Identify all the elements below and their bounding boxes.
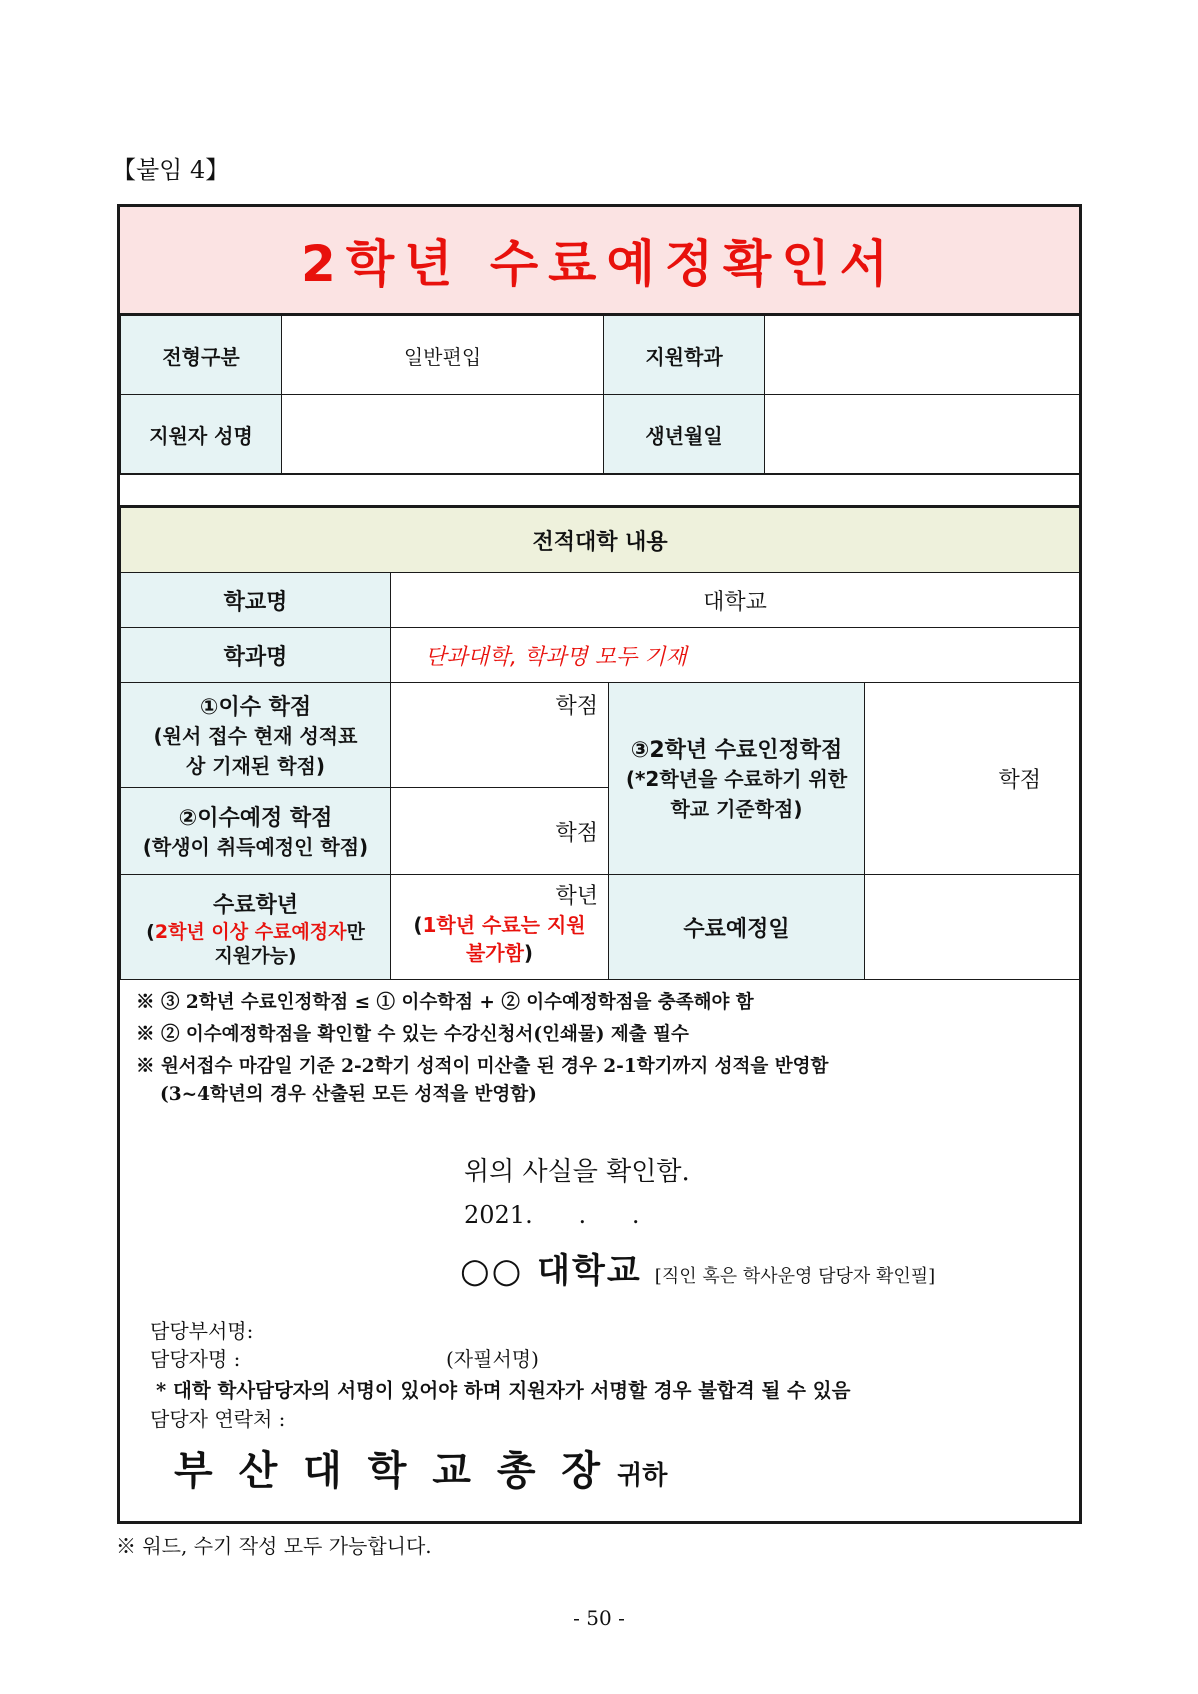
- dept-label: 지원학과: [604, 316, 765, 395]
- major-label: 학과명: [121, 628, 391, 683]
- credit3-title: ③2학년 수료인정학점: [630, 738, 843, 763]
- credit2-sub: (학생이 취득예정인 학점): [142, 834, 369, 859]
- credit1-unit: 학점: [555, 694, 598, 719]
- grade-note2: 불가함): [465, 941, 534, 965]
- type-label: 전형구분: [121, 316, 282, 395]
- credit2-value[interactable]: [391, 788, 609, 875]
- school-table: [120, 507, 1080, 980]
- addressee-line: [174, 1439, 667, 1496]
- date-value[interactable]: [865, 875, 1080, 980]
- dept-value[interactable]: [765, 316, 1080, 395]
- type-value[interactable]: 일반편입: [282, 316, 604, 395]
- credit3-unit: 학점: [998, 768, 1042, 793]
- attachment-label: 【붙임 4】: [112, 156, 230, 184]
- confirm-statement: 위의 사실을 확인함.: [464, 1157, 690, 1187]
- grade-value[interactable]: [391, 875, 609, 980]
- credit3-sub2: 학교 기준학점): [670, 797, 803, 821]
- credit1-title: ①이수 학점: [199, 694, 312, 720]
- birth-value[interactable]: [765, 395, 1080, 474]
- contact-label: 담당자 연락처 :: [150, 1407, 286, 1431]
- credit3-label: [609, 683, 865, 875]
- credit1-sub2: 상 기재된 학점): [186, 753, 325, 778]
- school-label: 학교명: [121, 573, 391, 628]
- grade-sub-tail: 만: [346, 920, 365, 943]
- addressee: 부 산 대 학 교 총 장: [174, 1447, 607, 1494]
- credit2-unit: 학점: [555, 820, 598, 846]
- confirm-date: 2021. . .: [464, 1201, 640, 1229]
- grade-sub2: 지원가능): [214, 944, 297, 967]
- notes: [136, 987, 828, 1107]
- note-2: ※ ② 이수예정학점을 확인할 수 있는 수강신청서(인쇄물) 제출 필수: [136, 1024, 689, 1045]
- credit2-title: ②이수예정 학점: [178, 805, 333, 831]
- confirm-univ: ○○ 대학교: [460, 1251, 642, 1291]
- dept-sign-label: 담당부서명:: [150, 1319, 254, 1343]
- credit1-sub1: (원서 접수 현재 성적표: [153, 723, 358, 748]
- signature-label: (자필서명): [446, 1347, 539, 1371]
- confirm-univ-line: [460, 1243, 935, 1292]
- name-label: 지원자 성명: [121, 395, 282, 474]
- grade-note-red1: 1학년 수료는 지원: [422, 913, 586, 937]
- major-value[interactable]: 단과대학, 학과명 모두 기재: [391, 628, 1080, 683]
- name-value[interactable]: [282, 395, 604, 474]
- credit2-label: [121, 788, 391, 875]
- note-4: (3~4학년의 경우 산출된 모든 성적을 반영함): [160, 1084, 537, 1105]
- grade-note: (1학년 수료는 지원: [413, 913, 586, 937]
- credit3-value[interactable]: [865, 683, 1080, 875]
- title-bar: [120, 207, 1079, 315]
- grade-label: [121, 875, 391, 980]
- grade-note-red2: 불가함: [465, 941, 524, 965]
- honorific: 귀하: [617, 1461, 668, 1491]
- school-value[interactable]: 대학교: [391, 573, 1080, 628]
- birth-label: 생년월일: [604, 395, 765, 474]
- page-number: - 50 -: [573, 1606, 625, 1630]
- person-label: 담당자명 :: [150, 1347, 241, 1371]
- note-1: ※ ③ 2학년 수료인정학점 ≤ ① 이수학점 + ② 이수예정학점을 충족해야 함: [136, 992, 754, 1013]
- credit1-label: [121, 683, 391, 788]
- page-title: 2학년 수료예정확인서: [301, 235, 898, 293]
- grade-sub-red: 2학년 이상 수료예정자: [154, 920, 347, 943]
- grade-title: 수료학년: [212, 892, 298, 918]
- certificate-form: [117, 204, 1082, 1524]
- section-title: 전적대학 내용: [121, 508, 1080, 573]
- applicant-table: [120, 315, 1080, 474]
- credit3-sub1: (*2학년을 수료하기 위한: [625, 767, 848, 791]
- credit1-value[interactable]: [391, 683, 609, 788]
- spacer-row: [120, 473, 1079, 507]
- date-label: 수료예정일: [609, 875, 865, 980]
- footnote: ※ 워드, 수기 작성 모두 가능합니다.: [116, 1534, 432, 1558]
- note-3: ※ 원서접수 마감일 기준 2-2학기 성적이 미산출 된 경우 2-1학기까지 성적을 반영함: [136, 1056, 829, 1077]
- grade-unit: 학년: [555, 884, 598, 909]
- warning: * 대학 학사담당자의 서명이 있어야 하며 지원자가 서명할 경우 불합격 될 수 있음: [156, 1379, 851, 1402]
- seal-note: [직인 혹은 학사운영 담당자 확인필]: [654, 1266, 936, 1287]
- grade-sub: (2학년 이상 수료예정자만: [146, 920, 365, 943]
